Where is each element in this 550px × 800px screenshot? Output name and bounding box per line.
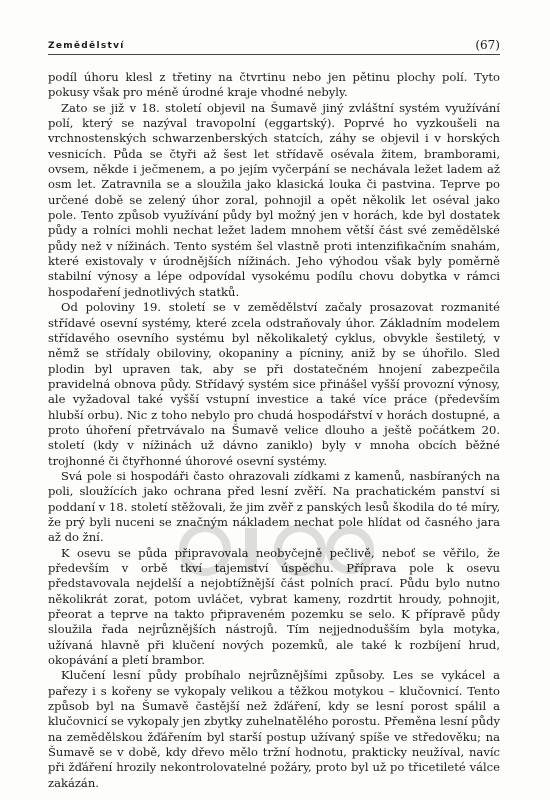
section-title: Zemědělství [48,41,125,51]
paragraph: Od poloviny 19. století se v zemědělství začaly prosazovat rozmanité střídavé osevní systémy, které zcela odstraňovaly úhor. Základním modelem střídavého osevního systému byl několikaletý cyklus, obvykle šestiletý, v němž se střídaly obiloviny, okopaniny a pícniny, aniž by se úhořilo. Sled plodin byl upraven tak, aby se při dostatečném hnojení zabezpečila pravidelná obnova půdy. Střídavý systém sice přinášel vyšší provozní výnosy, ale vyžadoval také vyšší vstupní investice a také více práce (především hlubší orbu). Nic z toho nebylo pro chudá hospodářství v horách dostupné, a proto úhoření přetrvávalo na Šumavě velice dlouho a ještě počátkem 20. století (kdy v nížinách už dávno zaniklo) byly v mnoha obcích běžné trojhonné či čtyřhonné úhorové osevní systémy. [48,300,500,468]
paragraph: K osevu se půda připravovala neobyčejně pečlivě, neboť se věřilo, že především v orbě tkví tajemství úspěchu. Příprava pole k osevu představovala nejdelší a nejobtížnější část polních prací. Půdu bylo nutno několikrát zorat, potom uvláčet, vybrat kameny, rozdrtit hroudy, pohnojit, přeorat a teprve na takto připraveném pozemku se selo. K přípravě půdy sloužila řada nejrůznějších nástrojů. Tím nejjednodušším byla motyka, užívaná hlavně při klučení nových pozemků, ale také k rozbíjení hrud, okopávání a pletí brambor. [48,545,500,668]
paragraph: Svá pole si hospodáři často ohrazovali zídkami z kamenů, nasbíraných na poli, sloužících jako ochrana před lesní zvěří. Na prachatickém panství si poddaní v 18. století stěžovali, že jim zvěř z panských lesů škodila do té míry, že prý byli nuceni se značným nákladem nechat pole hlídat od časného jara až do žní. [48,468,500,545]
page-number: (67) [475,38,500,52]
body-text [48,70,500,791]
paragraph: Klučení lesní půdy probíhalo nejrůznějšími způsoby. Les se vykácel a pařezy i s kořeny se vykopaly velikou a těžkou motykou – klučovnicí. Tento způsob byl na Šumavě častější než žďáření, kdy se lesní porost spálil a klučovnicí se vykopaly jen zbytky zuhelnatělého porostu. Přeměna lesní půdy na zemědělskou žďářením byl starší postup užívaný spíše ve středověku; na Šumavě se v době, kdy dřevo mělo tržní hodnotu, prakticky neužíval, navíc při žďáření hrozily nekontrolovatelné požáry, proto byl už po třicetileté válce zakázán. [48,668,500,790]
running-header [48,34,500,55]
paragraph: podíl úhoru klesl z třetiny na čtvrtinu nebo jen pětinu plochy polí. Tyto pokusy však pro méně úrodné kraje vhodné nebyly. [48,70,500,100]
paragraph: Zato se již v 18. století objevil na Šumavě jiný zvláštní systém využívání polí, který se nazýval travopolní (eggartský). Poprvé ho vyzkoušeli na vrchnostenských schwarzenberských statcích, záhy se objevil i v horských vesnicích. Půda se čtyři až šest let střídavě osévala žitem, bramborami, ovsem, někde i ječmenem, a po jejím vyčerpání se nechávala ležet ladem až osm let. Zatravnila se a sloužila jako klasická louka či pastvina. Teprve po určené době se zelený úhor zoral, pohnojil a opět několik let oséval jako pole. Tento způsob využívání půdy byl možný jen v horách, kde byl dostatek půdy a rolníci mohli nechat ležet ladem mnohem větší část své zemědělské půdy než v nížinách. Tento systém šel vlastně proti intenzifikačním snahám, které existovaly v úrodnějších nížinách. Jeho výhodou však byly poměrně stabilní výnosy a lépe odpovídal vysokému podílu chovu dobytka v rámci hospodaření jednotlivých statků. [48,100,500,299]
